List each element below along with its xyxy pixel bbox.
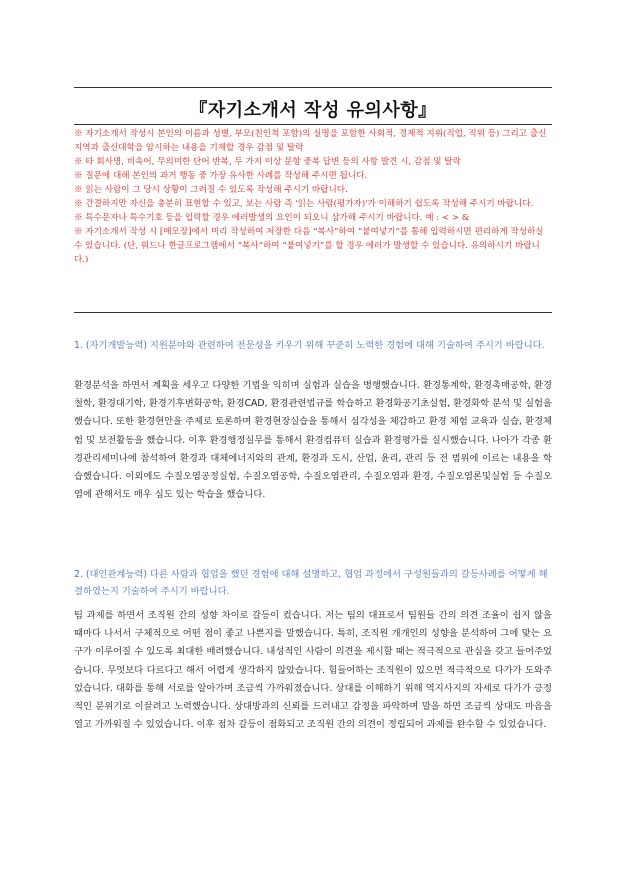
caution-note: ※ 타 회사명, 비속어, 무의미한 단어 반복, 두 가지 이상 문항 중복 답변 등의 사항 발견 시, 감점 및 탈락 <box>74 157 461 167</box>
caution-note: ※ 간결하지만 자신을 충분히 표현할 수 있고, 보는 사람 즉 '읽는 사람(평가자)'가 이해하기 쉽도록 작성해 주시기 바랍니다. <box>74 199 534 209</box>
caution-note: ※ 질문에 대해 본인의 과거 행동 중 가장 유사한 사례를 작성해 주시면 됩니다. <box>74 171 368 181</box>
question-1: 1. (자기개발능력) 지원분야와 관련하여 전문성을 키우기 위해 꾸준히 노력한 경험에 대해 기술하여 주시기 바랍니다. <box>74 340 545 351</box>
caution-note: ※ 자기소개서 작성시 본인의 이름과 성별, 부모(친인척 포함)의 실명을 포함한 사회적, 경제적 지위(직업, 직위 등) 그리고 출신지역과 출신대학을 암시하는 내용을 기재할 경우 감점 및 탈락 <box>74 129 547 153</box>
answer-1: 환경분석을 하면서 계획을 세우고 다양한 기법을 익히며 실험과 실습을 병행했습니다. 환경통계학, 환경촉매공학, 환경철학, 환경대기학, 환경기후변화공학, 환경CAD, 환경관련법규를 학습하고 환경화공기초실험, 환경화학 분석 및 실험을 했습니다. 또한 환경현안을 주제로 토론하며 환경현장실습을 통해서 심각성을 체감하고 환경 체험 교육과 실습, 환경체험 및 보전활동을 했습니다. 이후 환경행정실무를 통해서 환경컴퓨터 실습과 환경평가를 실시했습니다. 나아가 각종 환경관리세미나에 참석하여 환경과 대체에너지와의 관계, 환경과 도시, 산업, 윤리, 관리 등 전 범위에 이르는 내용을 학습했습니다. 이외에도 수질오염공정실험, 수질오염공학, 수질오염관리, 수질오염과 환경, 수질오염론및실험 등 수질오염에 관해서도 매우 심도 있는 학습을 했습니다. <box>74 380 552 501</box>
page-title: 『자기소개서 작성 유의사항』 <box>189 100 437 121</box>
caution-note: ※ 특수문자나 특수기호 등을 입력할 경우 에러발생의 요인이 되오니 삼가해 주시기 바랍니다. 예 : < > & <box>74 213 470 223</box>
title-bottom-rule <box>74 124 552 125</box>
title-top-rule <box>74 87 552 88</box>
caution-note: ※ 읽는 사람이 그 당시 상황이 그려질 수 있도록 작성해 주시기 바랍니다. <box>74 185 348 195</box>
notes-bottom-rule <box>74 312 552 313</box>
answer-2: 팀 과제를 하면서 조직원 간의 성향 차이로 갈등이 컸습니다. 저는 팀의 대표로서 팀원들 간의 의견 조율이 쉽지 않을 때마다 나서서 구체적으로 어떤 점이 좋고 나쁜지를 말했습니다. 특히, 조직원 개개인의 성향을 분석하여 그에 맞는 요구가 이루어질 수 있도록 최대한 배려했습니다. 내성적인 사람이 의견을 제시할 때는 적극적으로 관심을 갖고 들어주었습니다. 무엇보다 다르다고 해서 어렵게 생각하지 않았습니다. 힘들어하는 조직원이 있으면 적극적으로 다가가 도와주었습니다. 대화를 통해 서로를 알아가며 조금씩 가까워졌습니다. 상대를 이해하기 위해 역지사지의 자세로 다가가 긍정적인 분위기로 이끌려고 노력했습니다. 상대방과의 신뢰를 드러내고 감정을 파악하며 말을 하면 조금씩 상대도 마음을 열고 가까워질 수 있었습니다. 이후 점차 갈등이 점화되고 조직원 간의 의견이 정립되어 과제를 완수할 수 있었습니다. <box>74 610 552 731</box>
caution-notes <box>74 127 552 267</box>
caution-note: ※ 자기소개서 작성 시 [메모장]에서 미리 작성하여 저장한 다음 “복사”하여 “붙여넣기”를 통해 입력하시면 편리하게 작성하실 수 있습니다. (단, 워드나 한글프로그램에서 “복사”하여 “붙여넣기”를 할 경우 에러가 발생할 수 있습니다. 유의하시기 바랍니다.) <box>74 227 544 265</box>
question-2: 2. (대인관계능력) 다른 사람과 협업을 했던 경험에 대해 설명하고, 협업 과정에서 구성원들과의 갈등사례를 어떻게 해결하였는지 기술하여 주시기 바랍니다. <box>74 569 548 597</box>
